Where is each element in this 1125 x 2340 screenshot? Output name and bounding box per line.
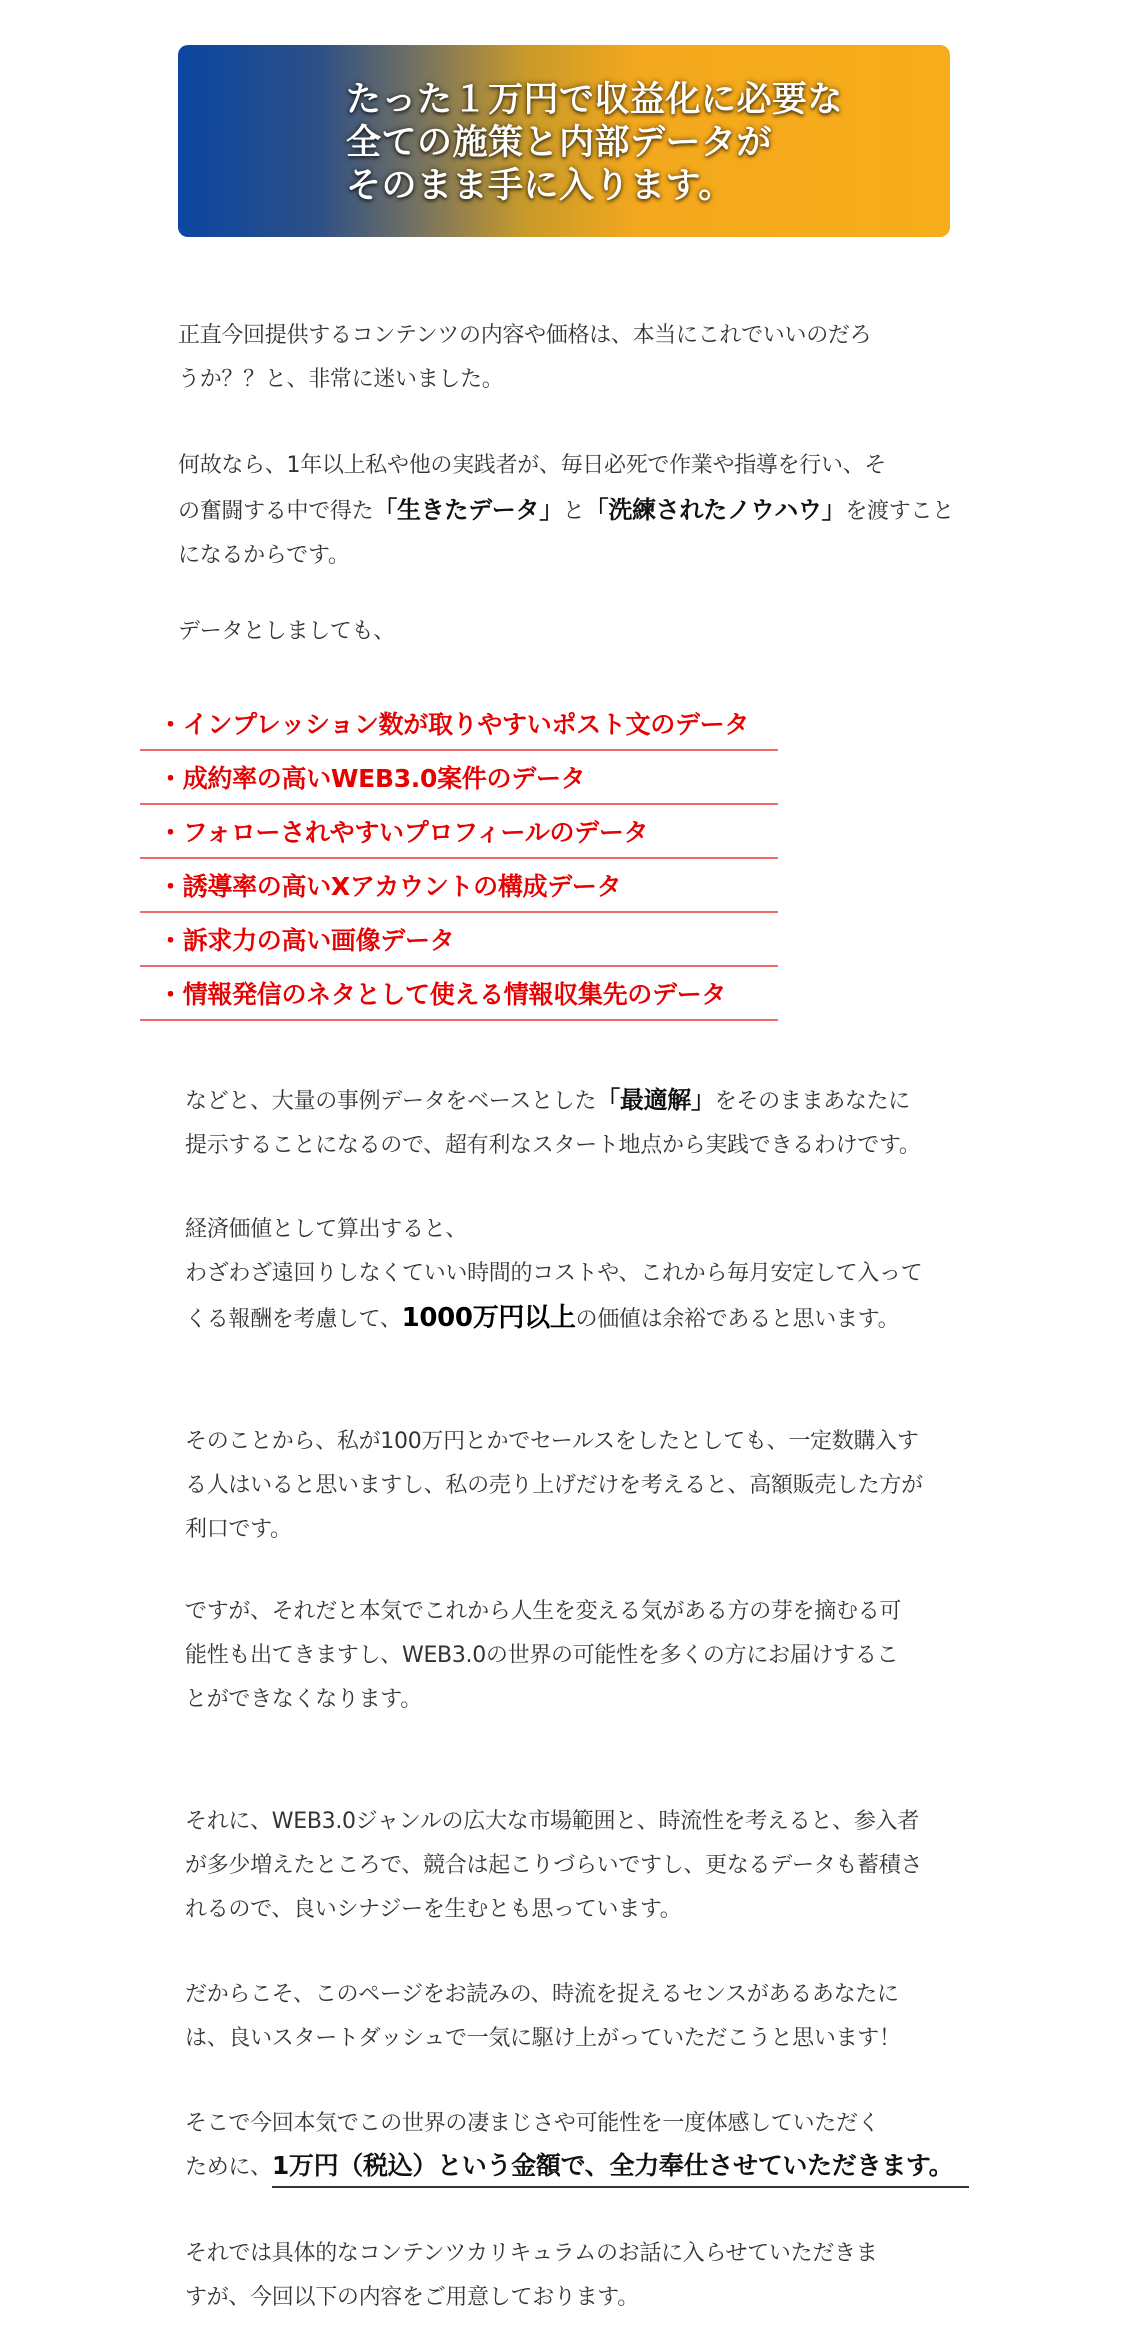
- reason-line-2: [178, 488, 954, 534]
- banner-line-1: たった１万円で収益化に必要な: [346, 80, 844, 120]
- offer-line-2-pre: ために、: [185, 2155, 272, 2180]
- value-paragraph: [185, 1208, 922, 1342]
- reason-line-3: になるからです。: [178, 543, 350, 568]
- value-line-3: [185, 1296, 922, 1342]
- market-line-3: れるので、良いシナジーを生むとも思っています。: [185, 1897, 682, 1922]
- offer-line-1: そこで今回本気でこの世界の凄まじさや可能性を一度体感していただく: [185, 2111, 880, 2136]
- intro-line-1: 正直今回提供するコンテンツの内容や価格は、本当にこれでいいのだろ: [178, 323, 872, 348]
- banner-line-3: そのまま手に入ります。: [346, 166, 734, 206]
- reason-paragraph: [178, 444, 954, 578]
- list-item: ・誘導率の高いXアカウントの構成データ: [140, 859, 778, 913]
- reason-line-2-pre: の奮闘する中で得た: [178, 499, 374, 524]
- market-line-2: が多少増えたところで、競合は起こりづらいですし、更なるデータも蓄積さ: [185, 1853, 923, 1878]
- living-data-highlight: 「生きたデータ」: [373, 496, 563, 524]
- optimal-line-1-pre: などと、大量の事例データをベースとした: [185, 1089, 597, 1114]
- sales-line-2: る人はいると思いますし、私の売り上げだけを考えると、高額販売した方が: [185, 1473, 923, 1498]
- closing-line-1: それでは具体的なコンテンツカリキュラムのお話に入らせていただきま: [185, 2241, 878, 2266]
- value-line-2: わざわざ遠回りしなくていい時間的コストや、これから毎月安定して入って: [185, 1261, 923, 1286]
- optimal-line-1-post: をそのままあなたに: [714, 1089, 911, 1114]
- intro-line-2: うか？？と、非常に迷いました。: [178, 367, 504, 392]
- data-intro: データとしましても、: [178, 619, 396, 644]
- market-line-1: それに、WEB3.0ジャンルの広大な市場範囲と、時流性を考えると、参入者: [185, 1809, 919, 1834]
- intro-paragraph: [178, 314, 871, 402]
- reader-line-1: だからこそ、このページをお読みの、時流を捉えるセンスがあるあなたに: [185, 1982, 899, 2007]
- banner-line-2: 全ての施策と内部データが: [346, 123, 773, 163]
- closing-line-2: すが、今回以下の内容をご用意しております。: [185, 2285, 639, 2310]
- value-line-1: 経済価値として算出すると、: [185, 1217, 468, 1242]
- offer-line-2: [185, 2146, 969, 2190]
- refined-knowhow-highlight: 「洗練されたノウハウ」: [584, 496, 846, 524]
- offer-paragraph: [185, 2102, 969, 2190]
- value-line-3-pre: くる報酬を考慮して、: [185, 1307, 402, 1332]
- but-line-1: ですが、それだと本気でこれから人生を変える気がある方の芽を摘むる可: [185, 1599, 902, 1624]
- but-line-2: 能性も出てきますし、WEB3.0の世界の可能性を多くの方にお届けするこ: [185, 1643, 899, 1668]
- but-paragraph: [185, 1590, 901, 1722]
- optimal-line-1: [185, 1078, 921, 1124]
- market-paragraph: [185, 1800, 922, 1932]
- reader-paragraph: [185, 1973, 901, 2061]
- price-offer-highlight: 1万円（税込）という金額で、全力奉仕させていただきます。: [272, 2146, 970, 2188]
- banner-headline: [346, 79, 843, 208]
- sales-line-3: 利口です。: [185, 1517, 292, 1542]
- but-line-3: とができなくなります。: [185, 1687, 422, 1712]
- list-item: ・情報発信のネタとして使える情報収集先のデータ: [140, 967, 778, 1021]
- reason-line-1: 何故なら、1年以上私や他の実践者が、毎日必死で作業や指導を行い、そ: [178, 453, 887, 478]
- value-line-3-post: の価値は余裕であると思います。: [575, 1307, 900, 1332]
- optimal-paragraph: [185, 1078, 921, 1168]
- sales-line-1: そのことから、私が100万円とかでセールスをしたとしても、一定数購入す: [185, 1429, 919, 1454]
- sales-paragraph: [185, 1420, 923, 1552]
- reader-line-2: は、良いスタートダッシュで一気に駆け上がっていただこうと思います！: [185, 2026, 901, 2051]
- list-item: ・成約率の高いWEB3.0案件のデータ: [140, 751, 778, 805]
- data-list: [140, 697, 778, 1021]
- list-item: ・フォローされやすいプロフィールのデータ: [140, 805, 778, 859]
- list-item: ・訴求力の高い画像データ: [140, 913, 778, 967]
- list-item: ・インプレッション数が取りやすいポスト文のデータ: [140, 697, 778, 751]
- optimal-line-2: 提示することになるので、超有利なスタート地点から実践できるわけです。: [185, 1133, 921, 1158]
- closing-paragraph: [185, 2232, 877, 2320]
- optimal-solution-highlight: 「最適解」: [596, 1086, 715, 1114]
- reason-line-2-mid: と: [562, 499, 585, 524]
- headline-banner: [178, 45, 950, 237]
- ten-million-highlight: 1000万円以上: [401, 1303, 576, 1333]
- reason-line-2-post: を渡すこと: [845, 499, 954, 524]
